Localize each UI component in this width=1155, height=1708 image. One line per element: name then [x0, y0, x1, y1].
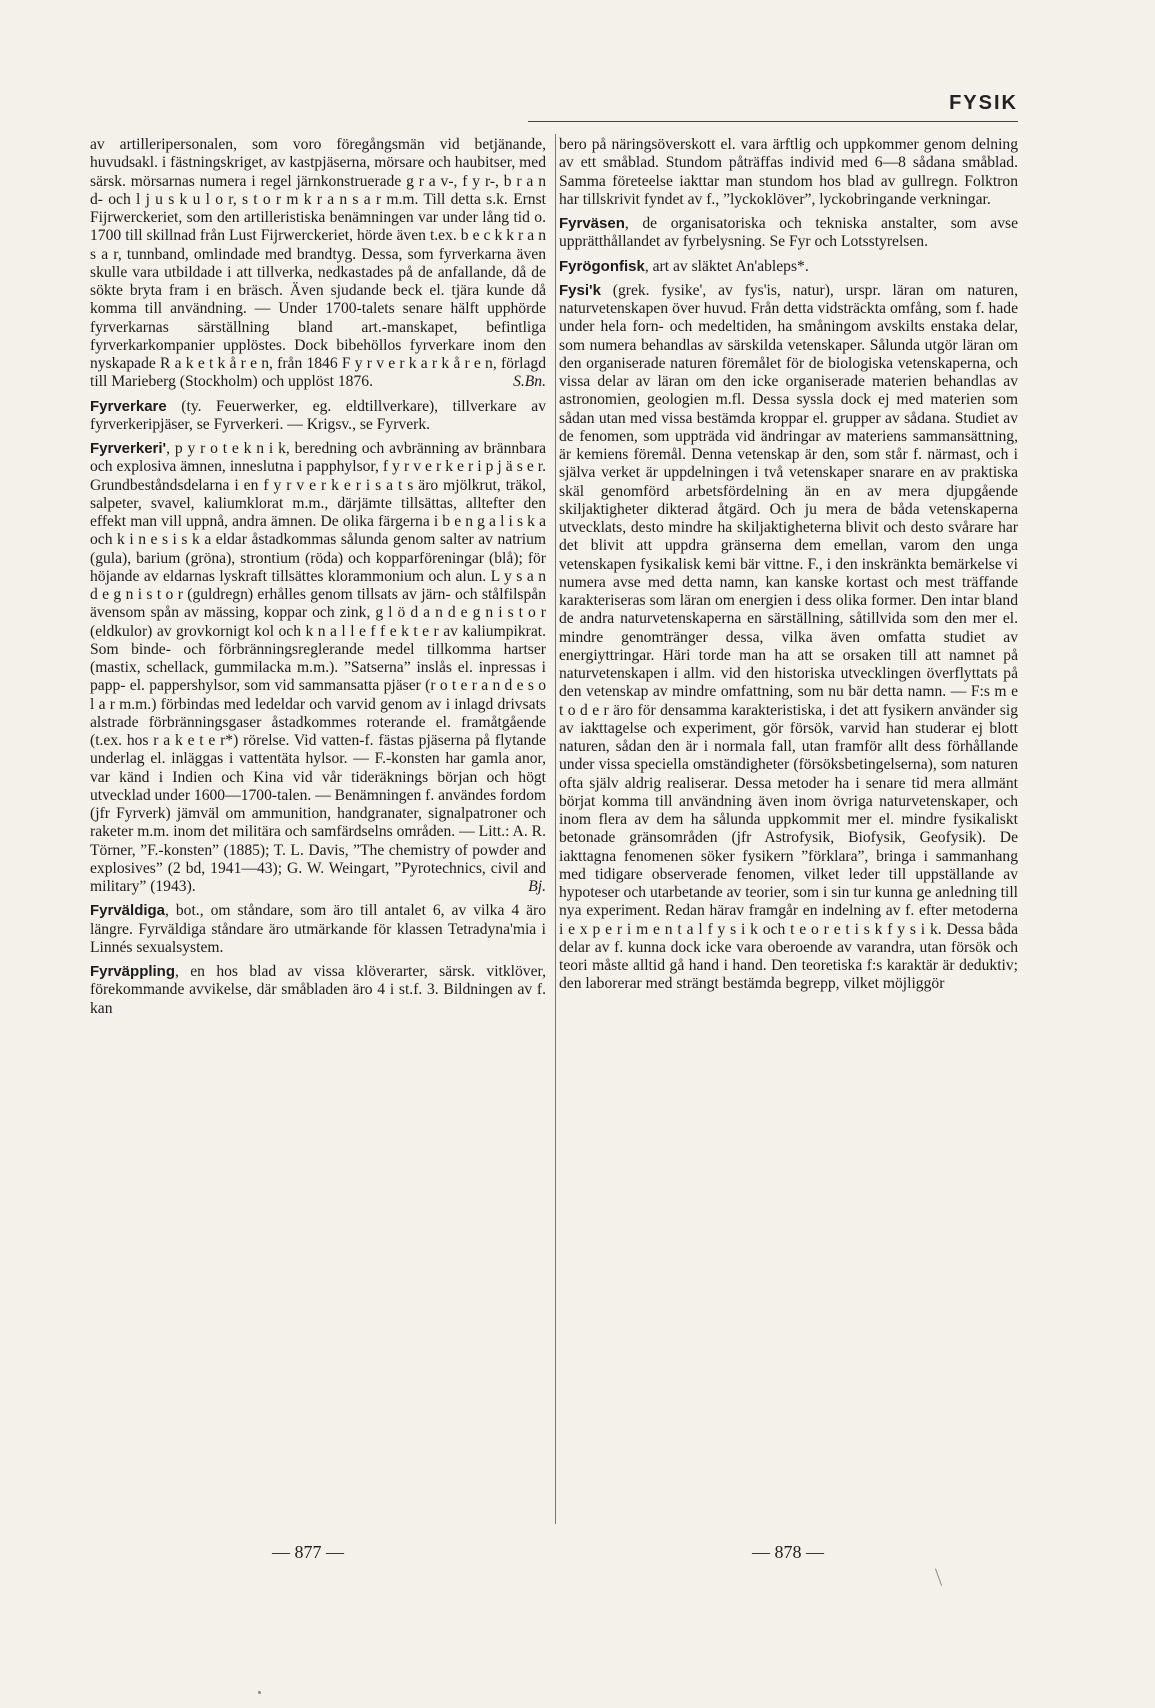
headword: Fyrögonfisk	[559, 257, 645, 275]
entry-fyrvaldiga	[90, 902, 546, 957]
entry-fyrverkare	[90, 398, 546, 435]
headword: Fyrverkeri'	[90, 440, 167, 457]
headword: Fyrväppling	[90, 963, 176, 980]
paragraph	[559, 136, 1018, 209]
author-signature: Bj.	[528, 878, 546, 895]
entry-text: , en hos blad av vissa klöverarter, särsk. vitklöver, förekommande avvikelse, där småbladen äro 4 i st.f. 3. Bildningen av f. kan	[90, 963, 546, 1017]
entry-text: , de organisatoriska och tekniska anstalter, som avse upprätthållandet av fyrbelysning. Se Fyr och Lotsstyrelsen.	[559, 215, 1018, 251]
entry-text: , bot., om ståndare, som äro till antalet 6, av vilka 4 äro längre. Fyrväldiga ståndare äro utmärkande för klassen Tetradyna'mia i Linnés sexualsystem.	[90, 902, 546, 956]
paper-speck	[258, 1691, 261, 1694]
header-rule	[528, 121, 1018, 122]
entry-text: , p y r o t e k n i k, beredning och avbränning av brännbara och explosiva ämnen, inneslutna i papphylsor, f y r v e r k e r i p j ä s e r. Grundbeståndsdelarna i en f y r v e r k e r i s a t s äro mjölkrut, träkol, salpeter, svavel, kaliumklorat m.m., därjämte tillsättas, alltefter den effekt man vill uppnå, andra ämnen. De olika färgerna i b e n g a l i s k a och k i n e s i s k a eldar åstadkommas sålunda genom salter av natrium (gula), barium (gröna), strontium (röda) och kopparföreningar (blå); för höjande av eldarnas lyskraft tillsättes klorammonium och alun. L y s a n d e g n i s t o r (guldregn) erhålles genom tillsats av järn- och stålfilspån ävensom spån av mässing, koppar och zink, g l ö d a n d e g n i s t o r (eldkulor) av grovkornigt kol och k n a l l e f f e k t e r av kaliumpikrat. Som binde- och förbränningsreglerande medel tillkomma hartser (mastix, schellack, gummilacka m.m.). ”Satserna” inslås el. inpressas i papp- el. pappershylsor, som vid sammansatta pjäser (r o t e r a n d e s o l a r m.m.) förbindas med ledeldar och varvid genom av i inlagd drivsats alstrade förbränningsgaser åstadkommes roterande el. framåtgående (t.ex. hos r a k e t e r*) rörelse. Vid vatten-f. fästas pjäserna på flytande underlag el. inläggas i vattentäta hylsor. — F.-konsten har gamla anor, var känd i Indien och Kina vid vår tideräknings början och högt utvecklad under 1600—1700-talen. — Benämningen f. användes fordom (jfr Fyrverk) jämväl om ammunition, handgranater, signalpatroner och raketer m.m. inom det militära och samfärdselns områden. — Litt.: A. R. Törner, ”F.-konsten” (1885); T. L. Davis, ”The chemistry of powder and explosives” (2 bd, 1941—43); G. W. Weingart, ”Pyrotechnics, civil and military” (1943).	[90, 440, 546, 895]
right-column	[559, 136, 1018, 1000]
column-divider	[555, 134, 556, 1524]
entry-text: (grek. fysike', av fys'is, natur), urspr. läran om naturen, naturvetenskapen över huvud. Från detta vidsträckta omfång, som f. hade under hela forn- och medeltiden, ha småningom avskilts enstaka delar, som numera behandlas av särskilda vetenskaper. Sålunda utgör läran om den organiserade naturen föremålet för de biologiska vetenskaperna, och vissa delar av läran om den icke organiserade materien behandlas av astronomien, geologien m.fl. Dessa syssla dock ej med materien som sådan utan med vissa bestämda kroppar el. grupper av sådana. Studiet av de fenomen, som uppträda vid ändringar av materiens sammansättning, är kemiens föremål. Denna vetenskap är den, som står f. närmast, och i själva verket är uppdelningen i två vetenskaper snarare en av praktiska skäl genomförd arbetsfördelning än en av mera djupgående skiljaktigheter dikterad åtgärd. Och ju mera de båda vetenskaperna utvecklats, desto mindre ha skiljaktigheterna blivit och desto svårare har det blivit att uppdra gränserna dem emellan, varom den unga vetenskapen fysikalisk kemi bär vittne. F., i den inskränkta bemärkelse vi numera avse med detta namn, kan kanske kortast och mest träffande karakteriseras som läran om energien i dess olika former. Den intar bland de andra naturvetenskaperna en särställning, såtillvida som den mer el. mindre genomtränger dessa, vilka även omfatta studiet av energiyttringar. Häri torde man ha att se orsaken till att namnet på naturvetenskapen i allm. vid den historiska utvecklingen överflyttats på den vetenskap av mindre omfattning, som nu bär detta namn. — F:s m e t o d e r äro för densamma karakteristiska, i det att fysikern använder sig av iakttagelse och experiment, gör försök, varvid han studerar ej blott naturen, sådan den är i normala fall, utan framför allt dess förhållande under vissa speciella omständigheter (försöksbetingelserna), som naturen ofta själv aldrig realiserar. Dessa metoder ha i senare tid mera allmänt börjat komma till användning även inom övriga naturvetenskaper, och inom flera av dem ha sålunda uppkommit mer el. mindre fysikaliskt betonade gränsområden (jfr Astrofysik, Biofysik, Geofysik). De iakttagna fenomenen söker fysikern ”förklara”, bringa i sammanhang med tidigare observerade fenomen, vilket leder till uppställande av hypoteser och utarbetande av teorier, som i sin tur kunna ge anledning till nya experiment. Redan härav framgår en indelning av f. efter metoderna i e x p e r i m e n t a l f y s i k och t e o r e t i s k f y s i k. Dessa båda delar av f. kunna dock icke vara oberoende av varandra, utan försök och teori måste alltid gå hand i hand. Den teoretiska f:s karaktär är deduktiv; den laborerar med strängt bestämda begrepp, vilket möjliggör	[559, 281, 1018, 993]
paragraph-text: bero på näringsöverskott el. vara ärftlig och uppkommer genom delning av ett småblad. Stundom påträffas individ med 6—8 sådana småblad. Samma företeelse iakttar man stundom hos blad av gullregn. Folktron har tillskrivit fyndet av f., ”lyckoklöver”, lyckobringande verkningar.	[559, 136, 1018, 208]
entry-text: , art av släktet An'ableps*.	[644, 257, 809, 275]
paragraph-text: av artilleripersonalen, som voro föregångsmän vid betjänande, huvudsakl. i fästningskriget, av kastpjäserna, mörsare och haubitser, med särsk. mörsarnas numera i regel järnkonstruerade g r a v-, f y r-, b r a n d- och l j u s k u l o r, s t o r m k r a n s a r m.m. Till detta s.k. Ernst Fijrwerckeriet, som den artilleristiska benämningen var under lång tid o. 1700 till skillnad från Lust Fijrwerckeriet, hörde även t.ex. b e c k k r a n s a r, tunnband, omlindade med brandtyg. Dessa, som fyrverkarna även skulle vara utbildade i att tillverka, nedkastades på de anfallande, då de sökte bryta fram i en bräsch. Även sjudande beck el. tjära kunde då komma till användning. — Under 1700-talets senare hälft upphörde fyrverkarnas särställning bland art.-manskapet, befintliga fyrverkarkompanier upplöstes. Dock bibehöllos fyrverkare inom den nyskapade R a k e t k å r e n, från 1846 F y r v e r k a r k å r e n, förlagd till Marieberg (Stockholm) och upplöst 1876.	[90, 136, 546, 391]
headword: Fyrväsen	[559, 215, 625, 232]
pencil-mark	[935, 1568, 943, 1586]
headword: Fyrverkare	[90, 397, 167, 415]
entry-fyrvappling	[90, 963, 546, 1018]
page-number-right: — 878 —	[752, 1542, 824, 1562]
entry-fyrverkeri	[90, 440, 546, 896]
entry-fyrvasen	[559, 215, 1018, 252]
entry-fyrogonfisk	[559, 258, 1018, 276]
paragraph	[90, 136, 546, 392]
entry-fysik	[559, 282, 1018, 994]
page-number-left: — 877 —	[272, 1542, 344, 1562]
author-signature: S.Bn.	[513, 373, 546, 391]
entry-text: (ty. Feuerwerker, eg. eldtillverkare), tillverkare av fyrverkeripjäser, se Fyrverkeri. — Krigsv., se Fyrverk.	[90, 397, 546, 433]
running-header: FYSIK	[949, 92, 1018, 114]
headword: Fysi'k	[559, 281, 601, 299]
left-column	[90, 136, 546, 1024]
headword: Fyrväldiga	[90, 902, 166, 920]
